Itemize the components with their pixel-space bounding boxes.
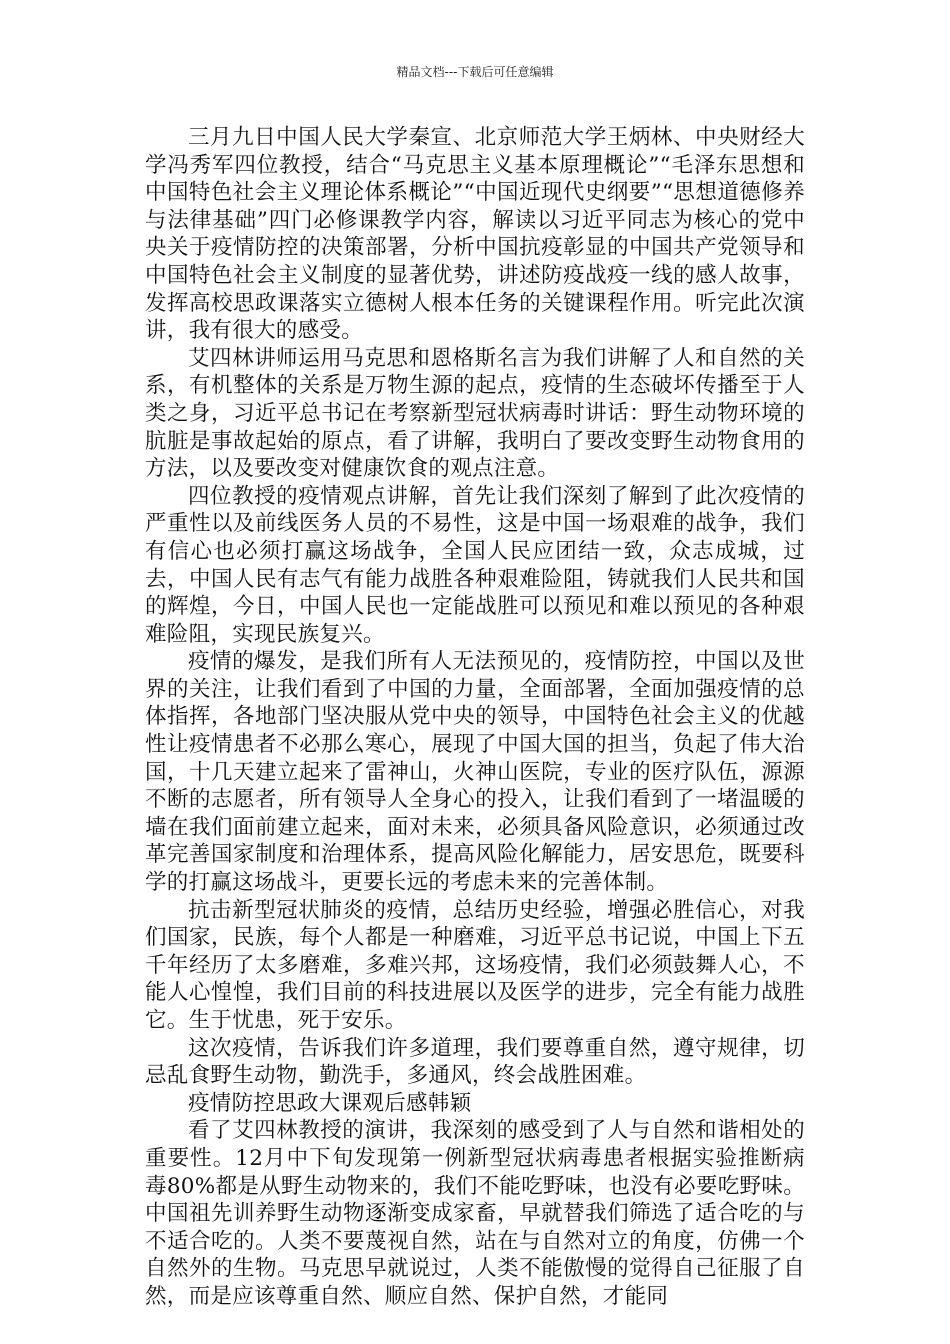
paragraph-6: 这次疫情，告诉我们许多道理，我们要尊重自然，遵守规律，切忌乱食野生动物，勤洗手，多通风，终会战胜困难。	[145, 1035, 805, 1089]
paragraph-7: 看了艾四林教授的演讲，我深刻的感受到了人与自然和谐相处的重要性。12月中下旬发现第一例新型冠状病毒患者根据实验推断病毒80%都是从野生动物来的，我们不能吃野味，也没有必要吃野味。中国祖先训养野生动物逐渐变成家畜，早就替我们筛选了适合吃的与不适合吃的。人类不要蔑视自然，站在与自然对立的角度，仿佛一个自然外的生物。马克思早就说过，人类不能傲慢的觉得自己征服了自然，而是应该尊重自然、顺应自然、保护自然，才能同	[145, 1118, 805, 1309]
section-title: 疫情防控思政大课观后感韩颖	[188, 1090, 472, 1116]
document-body	[145, 124, 805, 1311]
paragraph-4: 疫情的爆发，是我们所有人无法预见的，疫情防控，中国以及世界的关注，让我们看到了中国的力量，全面部署，全面加强疫情的总体指挥，各地部门坚决服从党中央的领导，中国特色社会主义的优越性让疫情患者不必那么寒心，展现了中国大国的担当，负起了伟大治国，十几天建立起来了雷神山，火神山医院，专业的医疗队伍，源源不断的志愿者，所有领导人全身心的投入，让我们看到了一堵温暖的墙在我们面前建立起来，面对未来，必须具备风险意识，必须通过改革完善国家制度和治理体系，提高风险化解能力，居安思危，既要科学的打赢这场战斗，更要长远的考虑未来的完善体制。	[145, 649, 805, 896]
paragraph-2: 艾四林讲师运用马克思和恩格斯名言为我们讲解了人和自然的关系，有机整体的关系是万物生源的起点，疫情的生态破坏传播至于人类之身，习近平总书记在考察新型冠状病毒时讲话：野生动物环境的肮脏是事故起始的原点，看了讲解，我明白了要改变野生动物食用的方法，以及要改变对健康饮食的观点注意。	[145, 345, 805, 482]
paragraph-1: 三月九日中国人民大学秦宣、北京师范大学王炳林、中央财经大学冯秀军四位教授，结合“马克思主义基本原理概论”“毛泽东思想和中国特色社会主义理论体系概论”“中国近现代史纲要”“思想道德修养与法律基础”四门必修课教学内容，解读以习近平同志为核心的党中央关于疫情防控的决策部署，分析中国抗疫彰显的中国共产党领导和中国特色社会主义制度的显著优势，讲述防疫战疫一线的感人故事，发挥高校思政课落实立德树人根本任务的关键课程作用。听完此次演讲，我有很大的感受。	[145, 125, 805, 344]
paragraph-3: 四位教授的疫情观点讲解，首先让我们深刻了解到了此次疫情的严重性以及前线医务人员的不易性，这是中国一场艰难的战争，我们有信心也必须打赢这场战争，全国人民应团结一致，众志成城，过去，中国人民有志气有能力战胜各种艰难险阻，铸就我们人民共和国的辉煌，今日，中国人民也一定能战胜可以预见和难以预见的各种艰难险阻，实现民族复兴。	[145, 483, 805, 647]
page-header: 精品文档---下载后可任意编辑	[396, 65, 554, 79]
paragraph-5: 抗击新型冠状肺炎的疫情，总结历史经验，增强必胜信心，对我们国家，民族，每个人都是一种磨难，习近平总书记说，中国上下五千年经历了太多磨难，多难兴邦，这场疫情，我们必须鼓舞人心，不能人心惶惶，我们目前的科技进展以及医学的进步，完全有能力战胜它。生于忧患，死于安乐。	[145, 897, 805, 1033]
